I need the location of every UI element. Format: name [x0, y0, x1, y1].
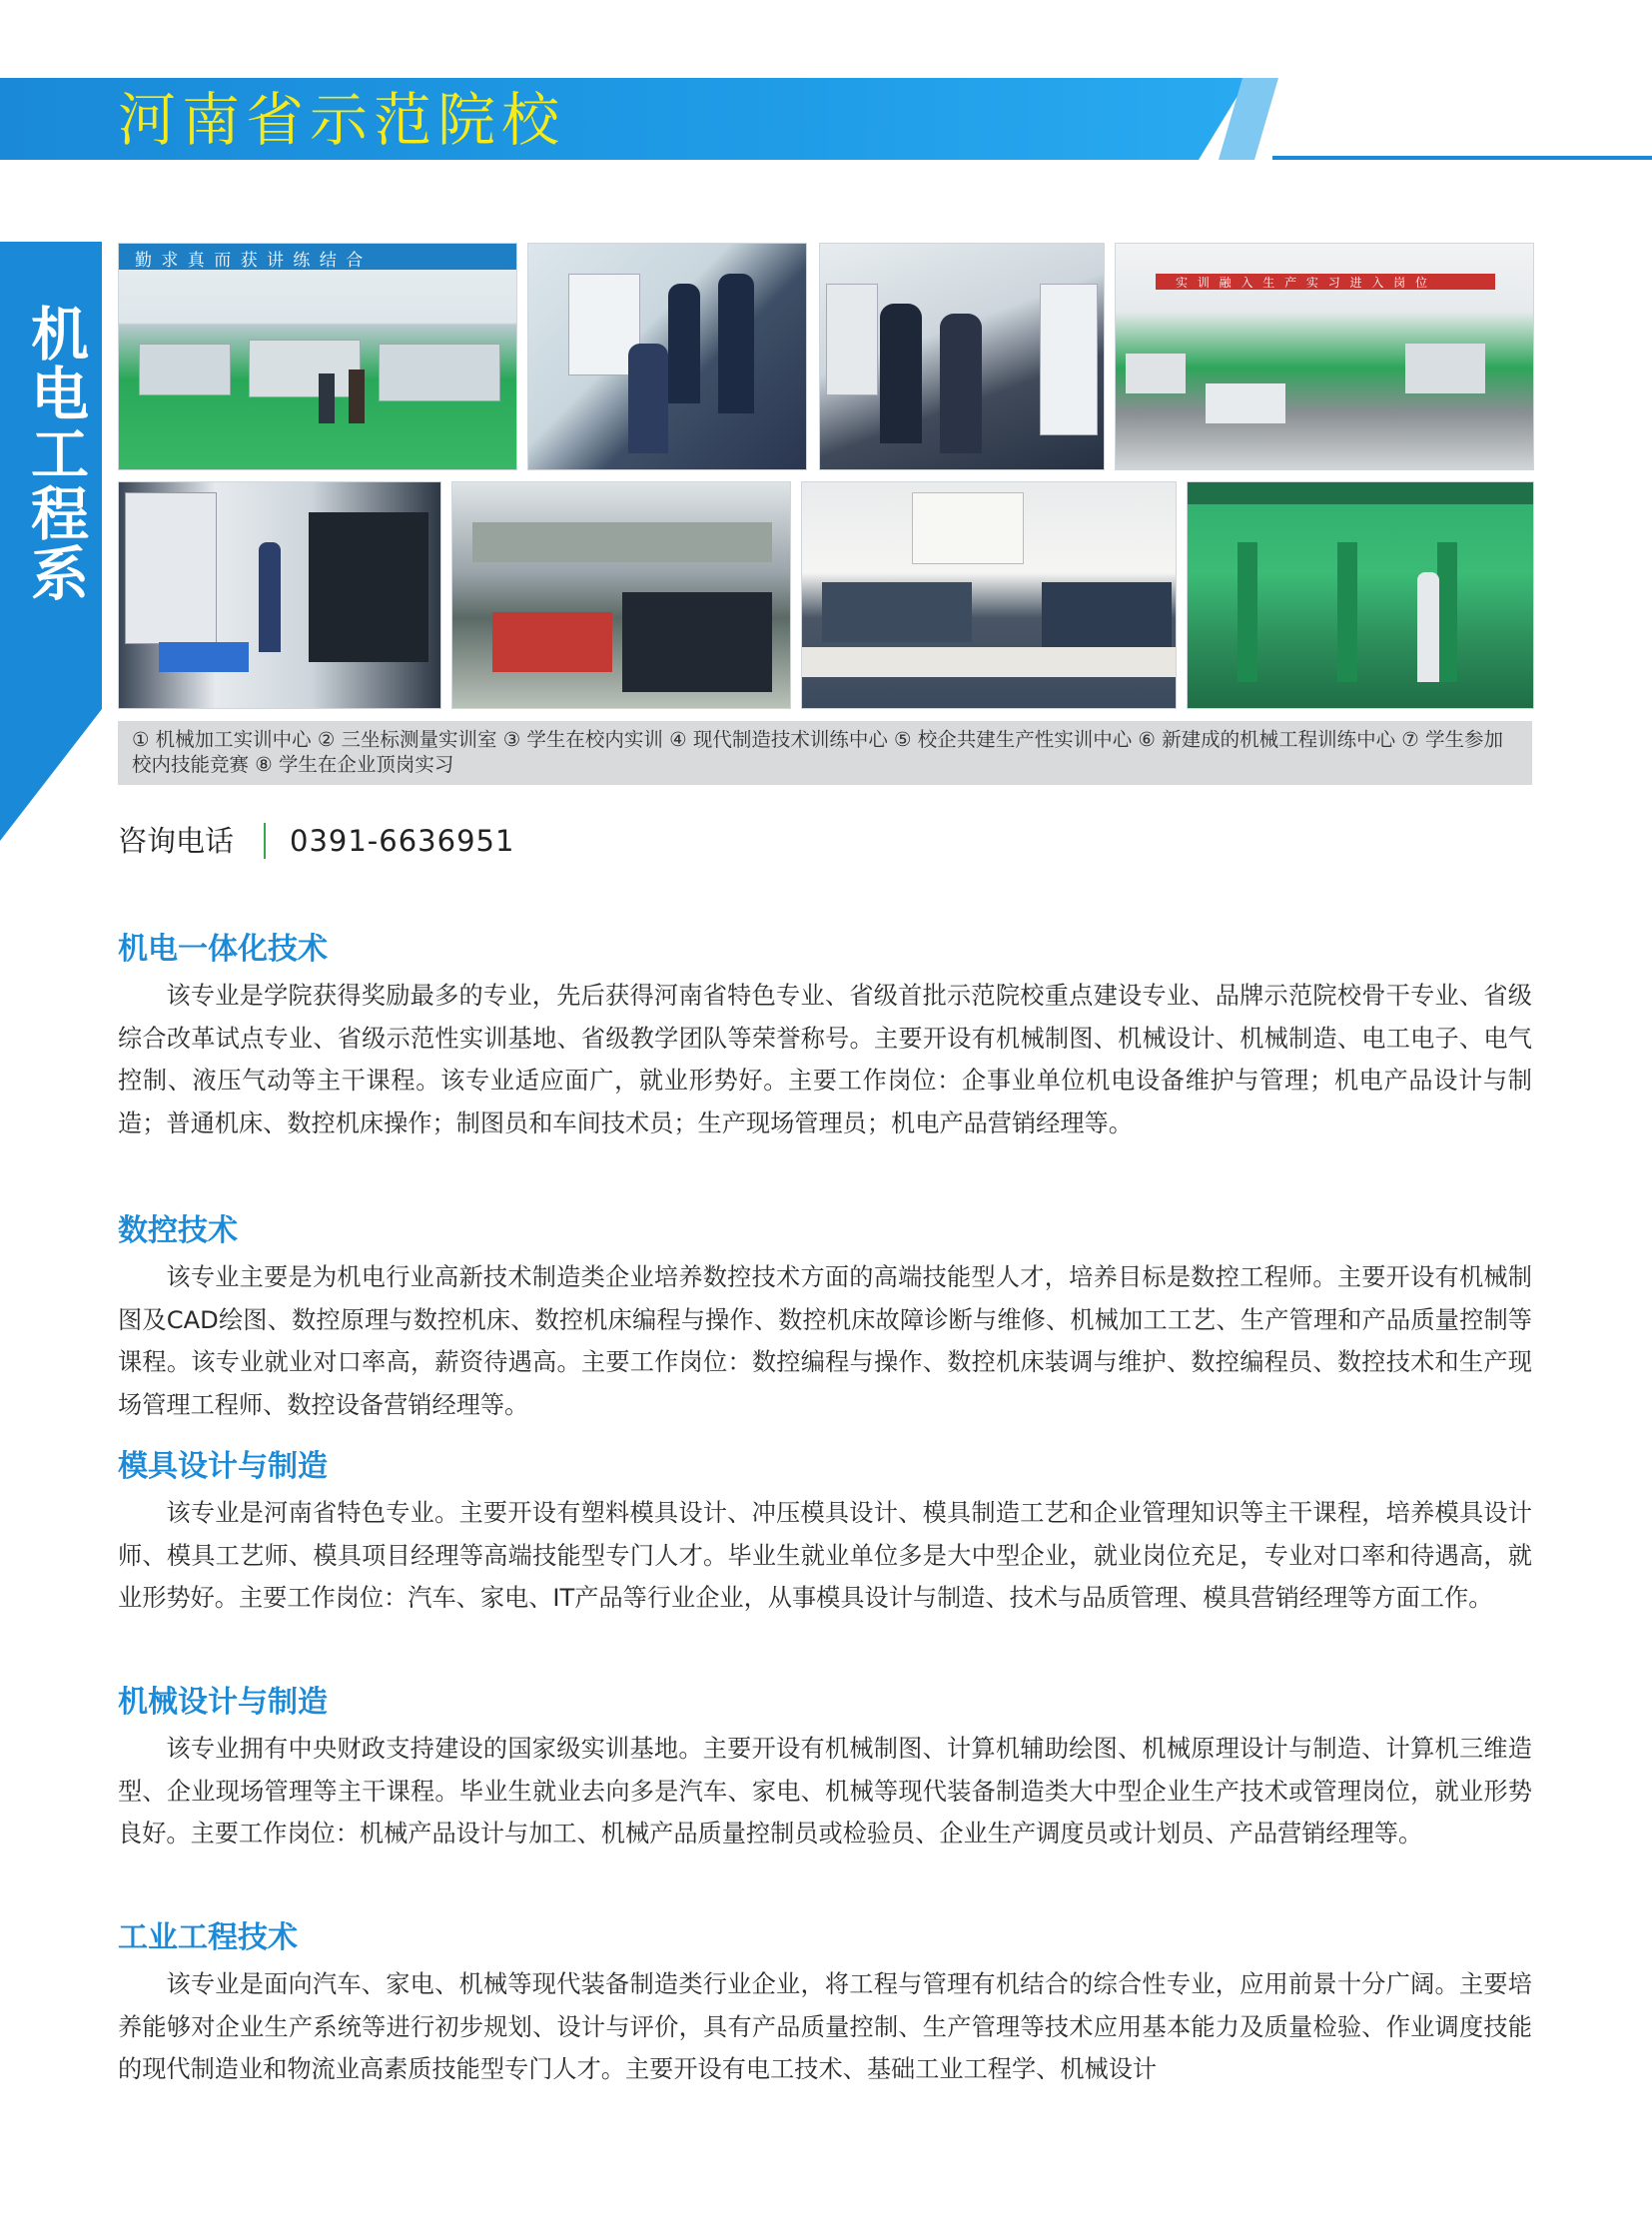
photo-sign-text: 实 训 融 入 生 产 实 习 进 入 岗 位 — [1176, 276, 1430, 290]
banner-rule-line — [1272, 156, 1652, 160]
section-title: 数控技术 — [118, 1213, 238, 1248]
person-shape — [880, 304, 922, 443]
machine-shape — [1206, 383, 1285, 423]
person-shape — [1417, 572, 1439, 682]
machine-shape — [379, 344, 500, 401]
frame-post-shape — [1238, 542, 1257, 682]
contact-separator — [264, 823, 266, 859]
photo-modern-manufacturing-center — [1115, 243, 1534, 470]
section-mechatronics — [118, 929, 1532, 1144]
cnc-machine-shape — [125, 492, 217, 644]
person-shape — [940, 314, 982, 453]
section-body: 该专业是面向汽车、家电、机械等现代装备制造类行业企业，将工程与管理有机结合的综合性专业，应用前景十分广阔。主要培养能够对企业生产系统等进行初步规划、设计与评价，具有产品质量控制、生产管理等技术应用基本能力及质量检验、作业调度技能的现代制造业和物流业高素质技能型专门人才。主要开设有电工技术、基础工业工程学、机械设计 — [118, 1970, 1532, 2083]
section-title: 工业工程技术 — [118, 1920, 298, 1955]
person-shape — [319, 373, 335, 423]
photo-machining-center — [118, 243, 517, 470]
person-shape — [668, 284, 700, 403]
section-mold-design — [118, 1446, 1532, 1620]
section-body: 该专业主要是为机电行业高新技术制造类企业培养数控技术方面的高端技能型人才，培养目标是数控工程师。主要开设有机械制图及CAD绘图、数控原理与数控机床、数控机床编程与操作、数控机床故障诊断与维修、机械加工工艺、生产管理和产品质量控制等课程。该专业就业对口率高，薪资待遇高。主要工作岗位：数控编程与操作、数控机床装调与维护、数控编程员、数控技术和生产现场管理工程师、数控设备营销经理等。 — [118, 1263, 1532, 1419]
photo-enterprise-internship — [1187, 481, 1534, 709]
machine-shape — [139, 344, 231, 395]
person-shape — [718, 274, 754, 413]
cnc-machine-shape — [309, 512, 428, 662]
section-industrial-engineering — [118, 1917, 1532, 2091]
machine-shape — [249, 340, 361, 397]
contact-label: 咨询电话 — [118, 824, 235, 858]
machine-row-shape — [472, 522, 772, 562]
section-title: 机电一体化技术 — [118, 932, 328, 967]
page-title: 河南省示范院校 — [118, 86, 566, 154]
photo-cmm-lab — [527, 243, 807, 470]
section-body: 该专业是学院获得奖励最多的专业，先后获得河南省特色专业、省级首批示范院校重点建设专业、品牌示范院校骨干专业、省级综合改革试点专业、省级示范性实训基地、省级教学团队等荣誉称号。主要开设有机械制图、机械设计、机械制造、电工电子、电气控制、液压气动等主干课程。该专业适应面广，就业形势好。主要工作岗位：企事业单位机电设备维护与管理；机电产品设计与制造；普通机床、数控机床操作；制图员和车间技术员；生产现场管理员；机电产品营销经理等。 — [118, 982, 1532, 1137]
person-shape — [349, 370, 365, 423]
machine-shape — [1126, 354, 1186, 393]
person-shape — [628, 344, 668, 453]
photo-student-training — [819, 243, 1105, 470]
frame-post-shape — [1337, 542, 1357, 682]
section-body: 该专业是河南省特色专业。主要开设有塑料模具设计、冲压模具设计、模具制造工艺和企业管理知识等主干课程，培养模具设计师、模具工艺师、模具项目经理等高端技能型专门人才。毕业生就业单位多是大中型企业，就业岗位充足，专业对口率和待遇高，就业形势好。主要工作岗位：汽车、家电、IT产品等行业企业，从事模具设计与制造、技术与品质管理、模具营销经理等方面工作。 — [118, 1499, 1532, 1612]
photo-mechanical-engineering-center — [451, 481, 791, 709]
blue-crate-shape — [159, 642, 249, 672]
projector-screen-shape — [912, 492, 1024, 564]
contact-phone: 0391-6636951 — [290, 824, 515, 858]
photo-caption: ① 机械加工实训中心 ② 三坐标测量实训室 ③ 学生在校内实训 ④ 现代制造技术训练中心 ⑤ 校企共建生产性实训中心 ⑥ 新建成的机械工程训练中心 ⑦ 学生参加校内技能竞赛 ⑧ 学生在企业顶岗实习 — [118, 721, 1532, 785]
person-shape — [259, 542, 281, 652]
frame-post-shape — [1437, 542, 1457, 682]
cnc-machine-shape — [1040, 284, 1098, 435]
section-title: 机械设计与制造 — [118, 1685, 328, 1720]
cnc-machine-shape — [826, 284, 878, 395]
section-body: 该专业拥有中央财政支持建设的国家级实训基地。主要开设有机械制图、计算机辅助绘图、机械原理设计与制造、计算机三维造型、企业现场管理等主干课程。毕业生就业去向多是汽车、家电、机械等现代装备制造类大中型企业生产技术或管理岗位，就业形势良好。主要工作岗位：机械产品设计与加工、机械产品质量控制员或检验员、企业生产调度员或计划员、产品营销经理等。 — [118, 1735, 1532, 1848]
section-title: 模具设计与制造 — [118, 1449, 328, 1484]
department-name: 机电工程系 — [21, 304, 89, 603]
desk-row-shape — [802, 647, 1176, 677]
photo-sign-text: 勤 求 真 而 获 讲 练 结 合 — [135, 251, 366, 271]
section-cnc-technology — [118, 1210, 1532, 1426]
frame-shape — [1188, 482, 1533, 504]
section-mechanical-design — [118, 1682, 1532, 1855]
photo-enterprise-production-center — [118, 481, 441, 709]
students-shape — [822, 582, 972, 642]
machine-shape — [492, 612, 612, 672]
photo-skills-competition — [801, 481, 1177, 709]
machine-shape — [622, 592, 772, 692]
machine-shape — [1405, 344, 1485, 393]
